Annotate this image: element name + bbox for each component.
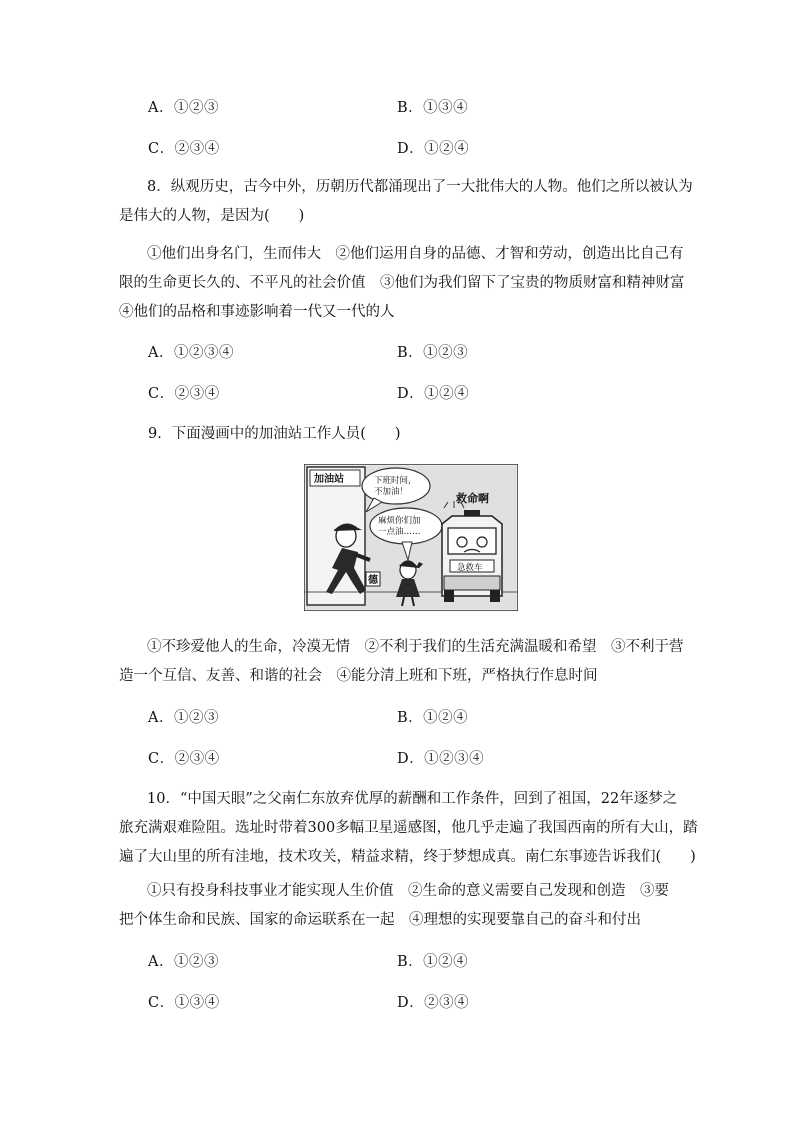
question-10-stem-line: 10．“中国天眼”之父南仁东放弃优厚的薪酬和工作条件，回到了祖国，22年逐梦之 [147,791,678,807]
statement-line: 造一个互信、友善、和谐的社会 ④能分清上班和下班，严格执行作息时间 [119,668,598,684]
q9-option-c: C．②③④ [148,751,220,767]
question-8-stem-line: 8．纵观历史，古今中外，历朝历代都涌现出了一大批伟大的人物。他们之所以被认为 [147,179,693,195]
statement-line: ④他们的品格和事迹影响着一代又一代的人 [119,304,395,320]
gas-station-cartoon [304,464,518,611]
q8-option-a: A．①②③④ [148,345,234,361]
question-8-stem [119,173,693,231]
statement-line: 把个体生命和民族、国家的命运联系在一起 ④理想的实现要靠自己的奋斗和付出 [119,912,641,928]
q9-option-d: D．①②③④ [397,751,485,767]
worker-bubble-line: 不加油！ [374,487,409,497]
q10-option-a: A．①②③ [148,954,219,970]
q8-option-c: C．②③④ [148,386,220,402]
option-a: A．①②③ [148,100,219,116]
question-10-stem [119,785,698,872]
worker-tag: 德 [368,575,378,586]
station-sign: 加油站 [314,474,344,485]
option-b: B．①③④ [397,100,469,116]
question-8-stem-line: 是伟大的人物，是因为( ) [119,208,305,224]
q9-option-a: A．①②③ [148,710,219,726]
worker-bubble-line: 下班时间， [374,476,417,486]
girl-bubble-line: 一点油…… [378,527,421,537]
q10-option-d: D．②③④ [397,995,470,1011]
q8-option-d: D．①②④ [397,386,470,402]
q8-option-b: B．①②③ [397,345,469,361]
girl-bubble-line: 麻烦你们加 [378,516,421,526]
statement-line: 限的生命更长久的、不平凡的社会价值 ③他们为我们留下了宝贵的物质财富和精神财富 [119,275,685,291]
ambulance-label: 急救车 [457,563,483,573]
question-8-statements [119,240,685,327]
statement-line: ①他们出身名门，生而伟大 ②他们运用自身的品德、才智和劳动，创造出比自己有 [147,246,684,262]
statement-line: ①不珍爱他人的生命，冷漠无情 ②不利于我们的生活充满温暖和希望 ③不利于营 [147,639,684,655]
option-d: D．①②④ [397,141,470,157]
question-10-statements [119,877,679,935]
question-10-stem-line: 遍了大山里的所有洼地，技术攻关，精益求精，终于梦想成真。南仁东事迹告诉我们( ) [119,849,696,865]
question-9-statements [119,633,684,691]
question-9-stem: 9．下面漫画中的加油站工作人员( ) [148,426,401,442]
question-10-stem-line: 旅充满艰难险阻。选址时带着300多幅卫星遥感图，他几乎走遍了我国西南的所有大山，踏 [119,820,698,836]
q9-option-b: B．①②④ [397,710,469,726]
q10-option-c: C．①③④ [148,995,220,1011]
ambulance-figure [442,510,502,602]
option-c: C．②③④ [148,141,220,157]
statement-line: ①只有投身科技事业才能实现人生价值 ②生命的意义需要自己发现和创造 ③要 [147,883,669,899]
q10-option-b: B．①②④ [397,954,469,970]
shout-text: 救命啊 [456,492,489,505]
